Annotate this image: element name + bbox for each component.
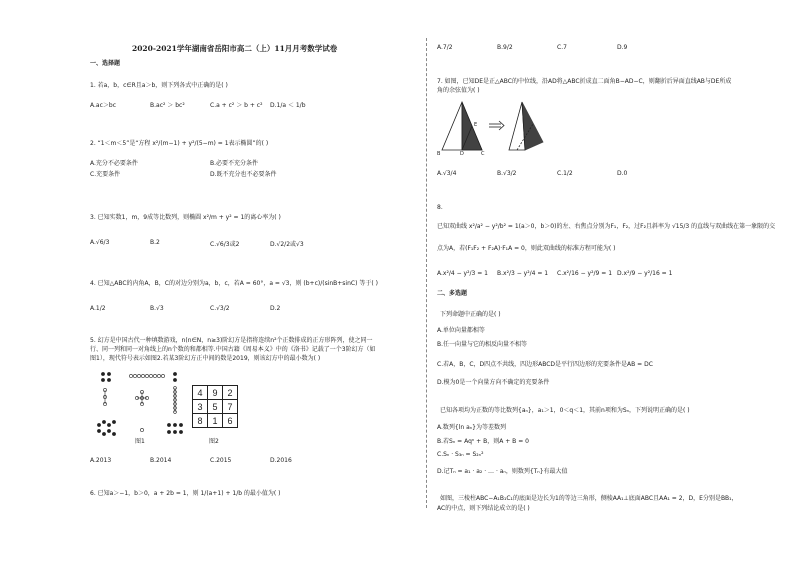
- question-3-stem: 3. 已知实数1，m，9成等比数列，则椭圆 x²/m + y² = 1的离心率为( ): [90, 214, 281, 221]
- question-4-stem: 4. 已知△ABC的内角A，B，C的对边分别为a，b，c，若A = 60°，a = √3，则 (b+c)/(sinB+sinC) 等于( ): [90, 280, 378, 287]
- q4-option-a[interactable]: A.1/2: [90, 305, 106, 312]
- question-8-line-1: 已知双曲线 x²/a² − y²/b² = 1(a＞0，b＞0)的左、右焦点分别为F₁，F₂，过F₂且斜率为 √15/3 的直线与双曲线在第一象限的交: [437, 223, 776, 230]
- question-5-line-3: 图1），现代符号表示如图2.若某3阶幻方正中间的数是2019，则该幻方中的最小数为( ): [90, 355, 321, 362]
- q9-option-c[interactable]: C.若A，B，C，D四点不共线，四边形ABCD是平行四边形的充要条件是AB = DC: [437, 361, 653, 368]
- q3-option-b[interactable]: B.2: [150, 239, 160, 246]
- question-8-line-2: 点为A，若(F₁F₂ + F₂A)·F₁A = 0，则此双曲线的标准方程可能为( ): [437, 245, 616, 252]
- exam-title: 2020-2021学年湖南省岳阳市高二（上）11月月考数学试卷: [132, 44, 338, 53]
- folding-triangle-figure: [437, 98, 552, 156]
- question-5-line-1: 5. 幻方是中国古代一种填数游戏，n(n∈N，n≥3)阶幻方是指将连续n²个正数排成的正方形阵列，使之同一: [90, 337, 373, 344]
- magic-cell: 2: [223, 386, 238, 400]
- q7-option-a[interactable]: A.√3/4: [437, 170, 457, 177]
- question-2-stem: 2. “1＜m＜5”是“方程 x²/(m−1) + y²/(5−m) = 1表示椭圆”的( ): [90, 140, 269, 147]
- question-6-stem: 6. 已知a＞−1，b＞0，a + 2b = 1，则 1/(a+1) + 1/b 的最小值为( ): [90, 490, 281, 497]
- section-multi-heading: 二、多选题: [437, 290, 468, 297]
- magic-cell: 9: [208, 386, 223, 400]
- q1-option-a[interactable]: A.ac＞bc: [90, 102, 116, 109]
- q9-option-b[interactable]: B.任一向量与它的相反向量不相等: [437, 341, 528, 348]
- question-7-line-2: 角的余弦值为( ): [437, 87, 480, 94]
- q8-option-c[interactable]: C.x²/16 − y²/9 = 1: [557, 270, 613, 277]
- question-11-line-1: 如图，三棱柱ABC−A₁B₁C₁的底面是边长为1的等边三角形，侧棱AA₁⊥底面ABC且AA₁ = 2，D，E分别是BB₁，: [440, 495, 738, 502]
- question-11-line-2: AC的中点，则下列结论成立的是( ): [437, 505, 530, 512]
- q2-option-c[interactable]: C.充要条件: [90, 171, 121, 178]
- q10-option-a[interactable]: A.数列{ln aₙ}为等差数列: [437, 424, 506, 431]
- q5-option-b[interactable]: B.2014: [150, 457, 172, 464]
- q9-option-d[interactable]: D.模为0是一个向量方向不确定的充要条件: [437, 379, 550, 386]
- magic-square-table: [192, 385, 238, 428]
- q2-option-d[interactable]: D.既不充分也不必要条件: [210, 171, 277, 178]
- q6-option-d[interactable]: D.9: [617, 44, 628, 51]
- question-1-stem: 1. 若a，b，c∈R且a＞b，则下列各式中正确的是( ): [90, 82, 228, 89]
- q7-option-d[interactable]: D.0: [617, 170, 628, 177]
- luoshu-figure: [95, 370, 185, 440]
- figure-2-caption: 图2: [209, 438, 219, 445]
- magic-cell: 8: [193, 414, 208, 428]
- q2-option-a[interactable]: A.充分不必要条件: [90, 160, 138, 167]
- q5-option-d[interactable]: D.2016: [270, 457, 292, 464]
- label-d: D: [460, 151, 464, 156]
- question-9-stem: 下列命题中正确的是( ): [440, 311, 501, 318]
- column-divider: [426, 38, 427, 508]
- magic-cell: 3: [193, 400, 208, 414]
- q4-option-b[interactable]: B.√3: [150, 305, 164, 312]
- magic-cell: 4: [193, 386, 208, 400]
- q1-option-c[interactable]: C.a + c² ＞ b + c²: [210, 102, 263, 109]
- q5-option-c[interactable]: C.2015: [210, 457, 232, 464]
- q8-option-b[interactable]: B.x²/3 − y²/4 = 1: [497, 270, 549, 277]
- question-10-stem: 已知各项均为正数的等比数列{aₙ}，a₁＞1，0＜q＜1，其前n项和为Sₙ，下列说明正确的是( ): [440, 407, 690, 414]
- q1-option-b[interactable]: B.ac² ＞ bc²: [150, 102, 185, 109]
- q8-option-a[interactable]: A.x²/4 − y²/3 = 1: [437, 270, 488, 277]
- q8-option-d[interactable]: D.x²/9 − y²/16 = 1: [617, 270, 673, 277]
- q10-option-c[interactable]: C.Sₙ · S₃ₙ = S₂ₙ²: [437, 451, 484, 458]
- section-choice-heading: 一、选择题: [90, 60, 121, 67]
- q1-option-d[interactable]: D.1/a ＜ 1/b: [270, 102, 306, 109]
- q4-option-d[interactable]: D.2: [270, 305, 281, 312]
- q6-option-b[interactable]: B.9/2: [497, 44, 513, 51]
- q3-option-d[interactable]: D.√2/2或√3: [270, 241, 304, 248]
- question-5-line-2: 行、同一列和同一对角线上的n个数的和都相等.中国古籍《周易本义》中的《洛书》记载了一个3阶幻方（如: [90, 346, 376, 353]
- q9-option-a[interactable]: A.单位向量都相等: [437, 327, 485, 334]
- q7-option-c[interactable]: C.1/2: [557, 170, 573, 177]
- figure-1-caption: 图1: [135, 438, 145, 445]
- q4-option-c[interactable]: C.√3/2: [210, 305, 230, 312]
- magic-cell: 6: [223, 414, 238, 428]
- q6-option-c[interactable]: C.7: [557, 44, 567, 51]
- question-7-line-1: 7. 如图，已知DE是正△ABC的中位线，沿AD将△ABC折成直二面角B−AD−C，则翻折后异面直线AB与DE所成: [437, 78, 732, 85]
- magic-cell: 7: [223, 400, 238, 414]
- q3-option-a[interactable]: A.√6/3: [90, 239, 110, 246]
- q2-option-b[interactable]: B.必要不充分条件: [210, 160, 259, 167]
- label-b: B: [437, 151, 441, 156]
- magic-cell: 5: [208, 400, 223, 414]
- label-e: E: [474, 122, 478, 128]
- question-8-number: 8.: [437, 204, 443, 211]
- q7-option-b[interactable]: B.√3/2: [497, 170, 517, 177]
- q5-option-a[interactable]: A.2013: [90, 457, 112, 464]
- label-c: C: [481, 151, 485, 156]
- q10-option-b[interactable]: B.若Sₙ = Aqⁿ + B，则A + B = 0: [437, 438, 529, 445]
- magic-cell: 1: [208, 414, 223, 428]
- q10-option-d[interactable]: D.记Tₙ = a₁ · a₂ · … · aₙ，则数列{Tₙ}有最大值: [437, 468, 568, 475]
- q6-option-a[interactable]: A.7/2: [437, 44, 453, 51]
- q3-option-c[interactable]: C.√6/3或2: [210, 241, 240, 248]
